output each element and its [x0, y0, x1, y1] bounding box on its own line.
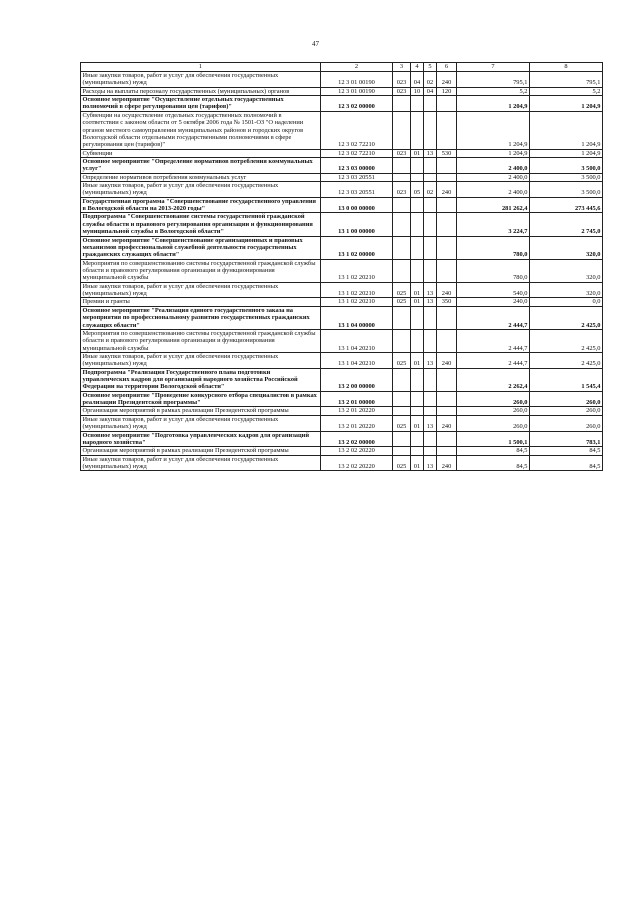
row-section-code: 10 — [411, 87, 424, 95]
row-subsection-code: 13 — [424, 455, 437, 471]
row-ministry-code — [393, 407, 411, 415]
row-expense-type-code — [437, 407, 457, 415]
row-amount-col7: 2 444,7 — [457, 352, 530, 368]
row-amount-col8: 2 745,0 — [530, 213, 603, 236]
row-section-code: 01 — [411, 455, 424, 471]
row-section-code: 01 — [411, 149, 424, 157]
table-row — [81, 236, 603, 259]
header-col-3: 3 — [393, 63, 411, 72]
row-expense-type-code — [437, 197, 457, 213]
row-amount-col7: 3 224,7 — [457, 213, 530, 236]
row-subsection-code — [424, 96, 437, 112]
row-amount-col8: 260,0 — [530, 407, 603, 415]
row-target-code: 12 3 01 00190 — [321, 87, 393, 95]
row-amount-col8: 2 425,0 — [530, 306, 603, 329]
table-row — [81, 213, 603, 236]
row-subsection-code: 02 — [424, 182, 437, 198]
row-amount-col8: 84,5 — [530, 447, 603, 455]
row-name: Основное мероприятие "Проведение конкурсного отбора специалистов в рамках реализации Президентской программы" — [81, 391, 321, 407]
row-target-code: 13 1 02 20210 — [321, 282, 393, 298]
row-ministry-code: 023 — [393, 87, 411, 95]
row-expense-type-code — [437, 213, 457, 236]
row-amount-col7: 5,2 — [457, 87, 530, 95]
row-name: Субвенции — [81, 149, 321, 157]
table-row — [81, 259, 603, 282]
row-subsection-code: 13 — [424, 149, 437, 157]
row-ministry-code — [393, 368, 411, 391]
row-target-code: 13 2 02 20220 — [321, 447, 393, 455]
row-target-code: 13 2 01 20220 — [321, 407, 393, 415]
table-row — [81, 173, 603, 181]
row-expense-type-code — [437, 447, 457, 455]
table-row — [81, 157, 603, 173]
row-amount-col8: 783,1 — [530, 431, 603, 447]
row-ministry-code — [393, 391, 411, 407]
row-ministry-code — [393, 157, 411, 173]
row-subsection-code — [424, 111, 437, 149]
row-section-code — [411, 173, 424, 181]
row-amount-col7: 84,5 — [457, 447, 530, 455]
row-ministry-code: 025 — [393, 352, 411, 368]
row-ministry-code — [393, 259, 411, 282]
row-target-code: 12 3 03 20551 — [321, 173, 393, 181]
row-amount-col8: 3 500,0 — [530, 157, 603, 173]
row-subsection-code — [424, 431, 437, 447]
row-amount-col7: 240,0 — [457, 298, 530, 306]
row-expense-type-code: 240 — [437, 352, 457, 368]
row-expense-type-code — [437, 368, 457, 391]
row-section-code — [411, 431, 424, 447]
row-section-code — [411, 407, 424, 415]
row-amount-col7: 2 400,0 — [457, 157, 530, 173]
row-amount-col8: 273 445,6 — [530, 197, 603, 213]
header-row — [81, 63, 603, 72]
table-row — [81, 298, 603, 306]
row-target-code: 13 1 02 20210 — [321, 298, 393, 306]
row-subsection-code: 04 — [424, 87, 437, 95]
row-section-code: 05 — [411, 182, 424, 198]
table-row — [81, 447, 603, 455]
row-target-code: 13 2 01 00000 — [321, 391, 393, 407]
row-subsection-code — [424, 173, 437, 181]
row-amount-col7: 2 444,7 — [457, 306, 530, 329]
row-ministry-code — [393, 213, 411, 236]
table-row — [81, 197, 603, 213]
row-amount-col7: 780,0 — [457, 236, 530, 259]
row-expense-type-code: 240 — [437, 72, 457, 88]
table-row — [81, 407, 603, 415]
table-row — [81, 415, 603, 431]
row-subsection-code — [424, 329, 437, 352]
row-subsection-code: 13 — [424, 282, 437, 298]
row-expense-type-code — [437, 431, 457, 447]
row-amount-col8: 2 425,0 — [530, 352, 603, 368]
table-row — [81, 352, 603, 368]
row-amount-col8: 320,0 — [530, 259, 603, 282]
row-ministry-code: 025 — [393, 455, 411, 471]
table-row — [81, 329, 603, 352]
row-expense-type-code: 240 — [437, 282, 457, 298]
row-expense-type-code: 120 — [437, 87, 457, 95]
row-name: Основное мероприятие "Подготовка управленческих кадров для организаций народного хозяйства" — [81, 431, 321, 447]
row-section-code: 01 — [411, 352, 424, 368]
row-ministry-code: 025 — [393, 415, 411, 431]
row-ministry-code: 025 — [393, 298, 411, 306]
row-target-code: 12 3 03 00000 — [321, 157, 393, 173]
row-section-code: 04 — [411, 72, 424, 88]
row-amount-col8: 1 204,9 — [530, 149, 603, 157]
row-target-code: 13 2 02 00000 — [321, 431, 393, 447]
row-expense-type-code — [437, 236, 457, 259]
row-ministry-code — [393, 447, 411, 455]
row-section-code — [411, 447, 424, 455]
row-amount-col7: 260,0 — [457, 415, 530, 431]
row-section-code: 01 — [411, 282, 424, 298]
row-ministry-code: 023 — [393, 182, 411, 198]
row-target-code: 12 3 02 72210 — [321, 111, 393, 149]
row-name: Государственная программа "Совершенствование государственного управления в Вологодской области на 2013-2020 годы" — [81, 197, 321, 213]
row-amount-col8: 320,0 — [530, 236, 603, 259]
row-amount-col8: 1 204,9 — [530, 96, 603, 112]
row-ministry-code — [393, 236, 411, 259]
row-target-code: 12 3 02 72210 — [321, 149, 393, 157]
row-section-code: 01 — [411, 298, 424, 306]
row-amount-col7: 260,0 — [457, 407, 530, 415]
row-expense-type-code — [437, 391, 457, 407]
row-name: Мероприятия по совершенствованию системы государственной гражданской службы области и правового регулирования организации и функционирования муниципальной службы — [81, 329, 321, 352]
row-name: Основное мероприятие "Определение нормативов потребления коммунальных услуг" — [81, 157, 321, 173]
row-section-code — [411, 259, 424, 282]
row-target-code: 12 3 01 00190 — [321, 72, 393, 88]
table-row — [81, 72, 603, 88]
row-subsection-code — [424, 306, 437, 329]
row-section-code: 01 — [411, 415, 424, 431]
row-amount-col7: 795,1 — [457, 72, 530, 88]
row-amount-col7: 84,5 — [457, 455, 530, 471]
table-row — [81, 306, 603, 329]
row-expense-type-code: 530 — [437, 149, 457, 157]
row-subsection-code: 13 — [424, 352, 437, 368]
row-ministry-code — [393, 329, 411, 352]
header-col-7: 7 — [457, 63, 530, 72]
row-expense-type-code: 240 — [437, 455, 457, 471]
row-name: Основное мероприятие "Реализация единого государственного заказа на мероприятия по профессиональному развитию государственных гражданских служащих области" — [81, 306, 321, 329]
row-amount-col7: 1 204,9 — [457, 111, 530, 149]
row-target-code: 13 2 00 00000 — [321, 368, 393, 391]
table-row — [81, 149, 603, 157]
row-amount-col7: 1 204,9 — [457, 96, 530, 112]
header-col-4: 4 — [411, 63, 424, 72]
row-name: Субвенции на осуществление отдельных государственных полномочий в соответствии с законом области от 5 октября 2006 года № 1501-ОЗ "О наделении органов местного самоуправления муниципальных районов и городских округов Вологодской области отдельными государственными полномочиями в сфере регулирования цен (тарифов)" — [81, 111, 321, 149]
row-name: Иные закупки товаров, работ и услуг для обеспечения государственных (муниципальных) нужд — [81, 182, 321, 198]
row-amount-col8: 260,0 — [530, 415, 603, 431]
row-target-code: 13 1 02 20210 — [321, 259, 393, 282]
row-amount-col8: 1 204,9 — [530, 111, 603, 149]
row-ministry-code — [393, 111, 411, 149]
row-subsection-code — [424, 391, 437, 407]
row-amount-col7: 780,0 — [457, 259, 530, 282]
row-subsection-code — [424, 368, 437, 391]
row-section-code — [411, 111, 424, 149]
table-row — [81, 455, 603, 471]
row-amount-col8: 795,1 — [530, 72, 603, 88]
row-amount-col8: 84,5 — [530, 455, 603, 471]
row-amount-col8: 320,0 — [530, 282, 603, 298]
row-subsection-code — [424, 236, 437, 259]
row-ministry-code — [393, 96, 411, 112]
row-expense-type-code: 240 — [437, 182, 457, 198]
row-target-code: 13 1 04 20210 — [321, 352, 393, 368]
row-amount-col8: 1 545,4 — [530, 368, 603, 391]
row-ministry-code — [393, 431, 411, 447]
row-section-code — [411, 96, 424, 112]
table-row — [81, 368, 603, 391]
table-row — [81, 182, 603, 198]
row-target-code: 12 3 02 00000 — [321, 96, 393, 112]
row-section-code — [411, 236, 424, 259]
row-target-code: 13 1 02 00000 — [321, 236, 393, 259]
row-name: Иные закупки товаров, работ и услуг для обеспечения государственных (муниципальных) нужд — [81, 352, 321, 368]
row-subsection-code — [424, 447, 437, 455]
row-section-code — [411, 157, 424, 173]
row-ministry-code: 023 — [393, 72, 411, 88]
row-expense-type-code: 350 — [437, 298, 457, 306]
row-target-code: 13 0 00 00000 — [321, 197, 393, 213]
row-amount-col8: 5,2 — [530, 87, 603, 95]
row-amount-col7: 2 444,7 — [457, 329, 530, 352]
row-subsection-code: 13 — [424, 415, 437, 431]
row-section-code — [411, 329, 424, 352]
row-subsection-code: 02 — [424, 72, 437, 88]
row-name: Подпрограмма "Реализация Государственного плана подготовки управленческих кадров для организаций народного хозяйства Российской Федерации на территории Вологодской области" — [81, 368, 321, 391]
header-col-1: 1 — [81, 63, 321, 72]
row-subsection-code: 13 — [424, 298, 437, 306]
row-expense-type-code — [437, 306, 457, 329]
row-name: Подпрограмма "Совершенствование системы государственной гражданской службы области и правового регулирования организации и функционирования муниципальной службы в Вологодской области" — [81, 213, 321, 236]
row-amount-col8: 0,0 — [530, 298, 603, 306]
header-col-5: 5 — [424, 63, 437, 72]
row-target-code: 13 1 04 00000 — [321, 306, 393, 329]
row-target-code: 13 1 00 00000 — [321, 213, 393, 236]
row-expense-type-code — [437, 329, 457, 352]
table-row — [81, 96, 603, 112]
row-subsection-code — [424, 259, 437, 282]
row-ministry-code — [393, 173, 411, 181]
row-target-code: 13 1 04 20210 — [321, 329, 393, 352]
row-subsection-code — [424, 197, 437, 213]
row-target-code: 13 2 01 20220 — [321, 415, 393, 431]
row-subsection-code — [424, 157, 437, 173]
row-amount-col7: 540,0 — [457, 282, 530, 298]
header-col-2: 2 — [321, 63, 393, 72]
row-amount-col7: 260,0 — [457, 391, 530, 407]
row-name: Организация мероприятий в рамках реализации Президентской программы — [81, 447, 321, 455]
row-amount-col7: 2 262,4 — [457, 368, 530, 391]
row-ministry-code — [393, 197, 411, 213]
table-row — [81, 87, 603, 95]
row-section-code — [411, 213, 424, 236]
row-amount-col7: 281 262,4 — [457, 197, 530, 213]
row-name: Премии и гранты — [81, 298, 321, 306]
row-expense-type-code: 240 — [437, 415, 457, 431]
budget-table — [80, 62, 603, 471]
row-expense-type-code — [437, 157, 457, 173]
header-col-6: 6 — [437, 63, 457, 72]
row-amount-col7: 1 204,9 — [457, 149, 530, 157]
row-name: Основное мероприятие "Совершенствование организационных и правовых механизмов профессиональной служебной деятельности государственных гражданских служащих области" — [81, 236, 321, 259]
row-name: Иные закупки товаров, работ и услуг для обеспечения государственных (муниципальных) нужд — [81, 455, 321, 471]
row-name: Основное мероприятие "Осуществление отдельных государственных полномочий в сфере регулирования цен (тарифов)" — [81, 96, 321, 112]
row-section-code — [411, 391, 424, 407]
row-target-code: 13 2 02 20220 — [321, 455, 393, 471]
row-section-code — [411, 306, 424, 329]
row-ministry-code: 023 — [393, 149, 411, 157]
row-name: Определение нормативов потребления коммунальных услуг — [81, 173, 321, 181]
row-section-code — [411, 368, 424, 391]
table-row — [81, 282, 603, 298]
page-number: 47 — [312, 40, 319, 48]
row-expense-type-code — [437, 96, 457, 112]
row-expense-type-code — [437, 259, 457, 282]
row-name: Иные закупки товаров, работ и услуг для обеспечения государственных (муниципальных) нужд — [81, 72, 321, 88]
row-ministry-code: 025 — [393, 282, 411, 298]
row-amount-col8: 260,0 — [530, 391, 603, 407]
row-name: Иные закупки товаров, работ и услуг для обеспечения государственных (муниципальных) нужд — [81, 282, 321, 298]
row-amount-col7: 1 500,1 — [457, 431, 530, 447]
header-col-8: 8 — [530, 63, 603, 72]
row-expense-type-code — [437, 173, 457, 181]
row-amount-col7: 2 400,0 — [457, 173, 530, 181]
row-amount-col8: 2 425,0 — [530, 329, 603, 352]
row-amount-col7: 2 400,0 — [457, 182, 530, 198]
table-row — [81, 431, 603, 447]
row-section-code — [411, 197, 424, 213]
table-row — [81, 111, 603, 149]
row-name: Иные закупки товаров, работ и услуг для обеспечения государственных (муниципальных) нужд — [81, 415, 321, 431]
row-target-code: 12 3 03 20551 — [321, 182, 393, 198]
table-row — [81, 391, 603, 407]
row-name: Расходы на выплаты персоналу государственных (муниципальных) органов — [81, 87, 321, 95]
row-expense-type-code — [437, 111, 457, 149]
row-amount-col8: 3 500,0 — [530, 182, 603, 198]
row-amount-col8: 3 500,0 — [530, 173, 603, 181]
row-ministry-code — [393, 306, 411, 329]
row-name: Организация мероприятий в рамках реализации Президентской программы — [81, 407, 321, 415]
row-subsection-code — [424, 407, 437, 415]
row-name: Мероприятия по совершенствованию системы государственной гражданской службы области и правового регулирования организации и функционирования муниципальной службы — [81, 259, 321, 282]
row-subsection-code — [424, 213, 437, 236]
